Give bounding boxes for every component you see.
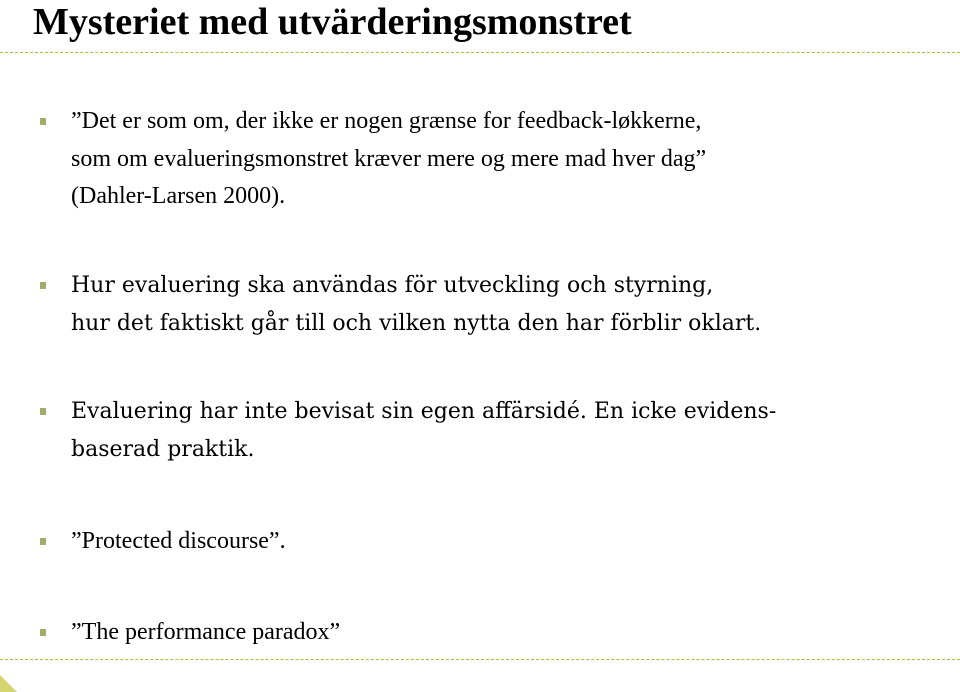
square-bullet-icon: [40, 538, 46, 545]
bullet-line: som om evalueringsmonstret kræver mere og mere mad hver dag”: [71, 145, 707, 172]
bullet-line: hur det faktiskt går till och vilken nytta den har förblir oklart.: [71, 310, 762, 336]
bullet-item-3: [71, 393, 776, 468]
bullet-line: Hur evaluering ska användas för utveckling och styrning,: [71, 273, 714, 298]
slide-title: Mysteriet med utvärderingsmonstret: [33, 1, 632, 43]
bullet-item-4: [71, 523, 286, 561]
square-bullet-icon: [40, 629, 46, 636]
square-bullet-icon: [40, 408, 46, 415]
bullet-line: ”The performance paradox”: [71, 619, 341, 645]
bullet-line: Evaluering har inte bevisat sin egen affärsidé. En icke evidens-: [71, 399, 777, 424]
bullet-line: ”Protected discourse”.: [71, 528, 286, 554]
square-bullet-icon: [40, 118, 46, 125]
corner-triangle-icon: [0, 675, 17, 692]
bullet-item-2: [71, 267, 761, 342]
bullet-item-1: [71, 103, 706, 216]
square-bullet-icon: [40, 282, 46, 289]
bullet-item-5: [71, 614, 340, 652]
bottom-divider: [0, 659, 960, 660]
bullet-line: (Dahler-Larsen 2000).: [71, 183, 286, 209]
top-divider: [0, 52, 960, 53]
bullet-line: ”Det er som om, der ikke er nogen grænse for feedback-løkkerne,: [71, 108, 702, 134]
bullet-line: baserad praktik.: [71, 436, 255, 462]
